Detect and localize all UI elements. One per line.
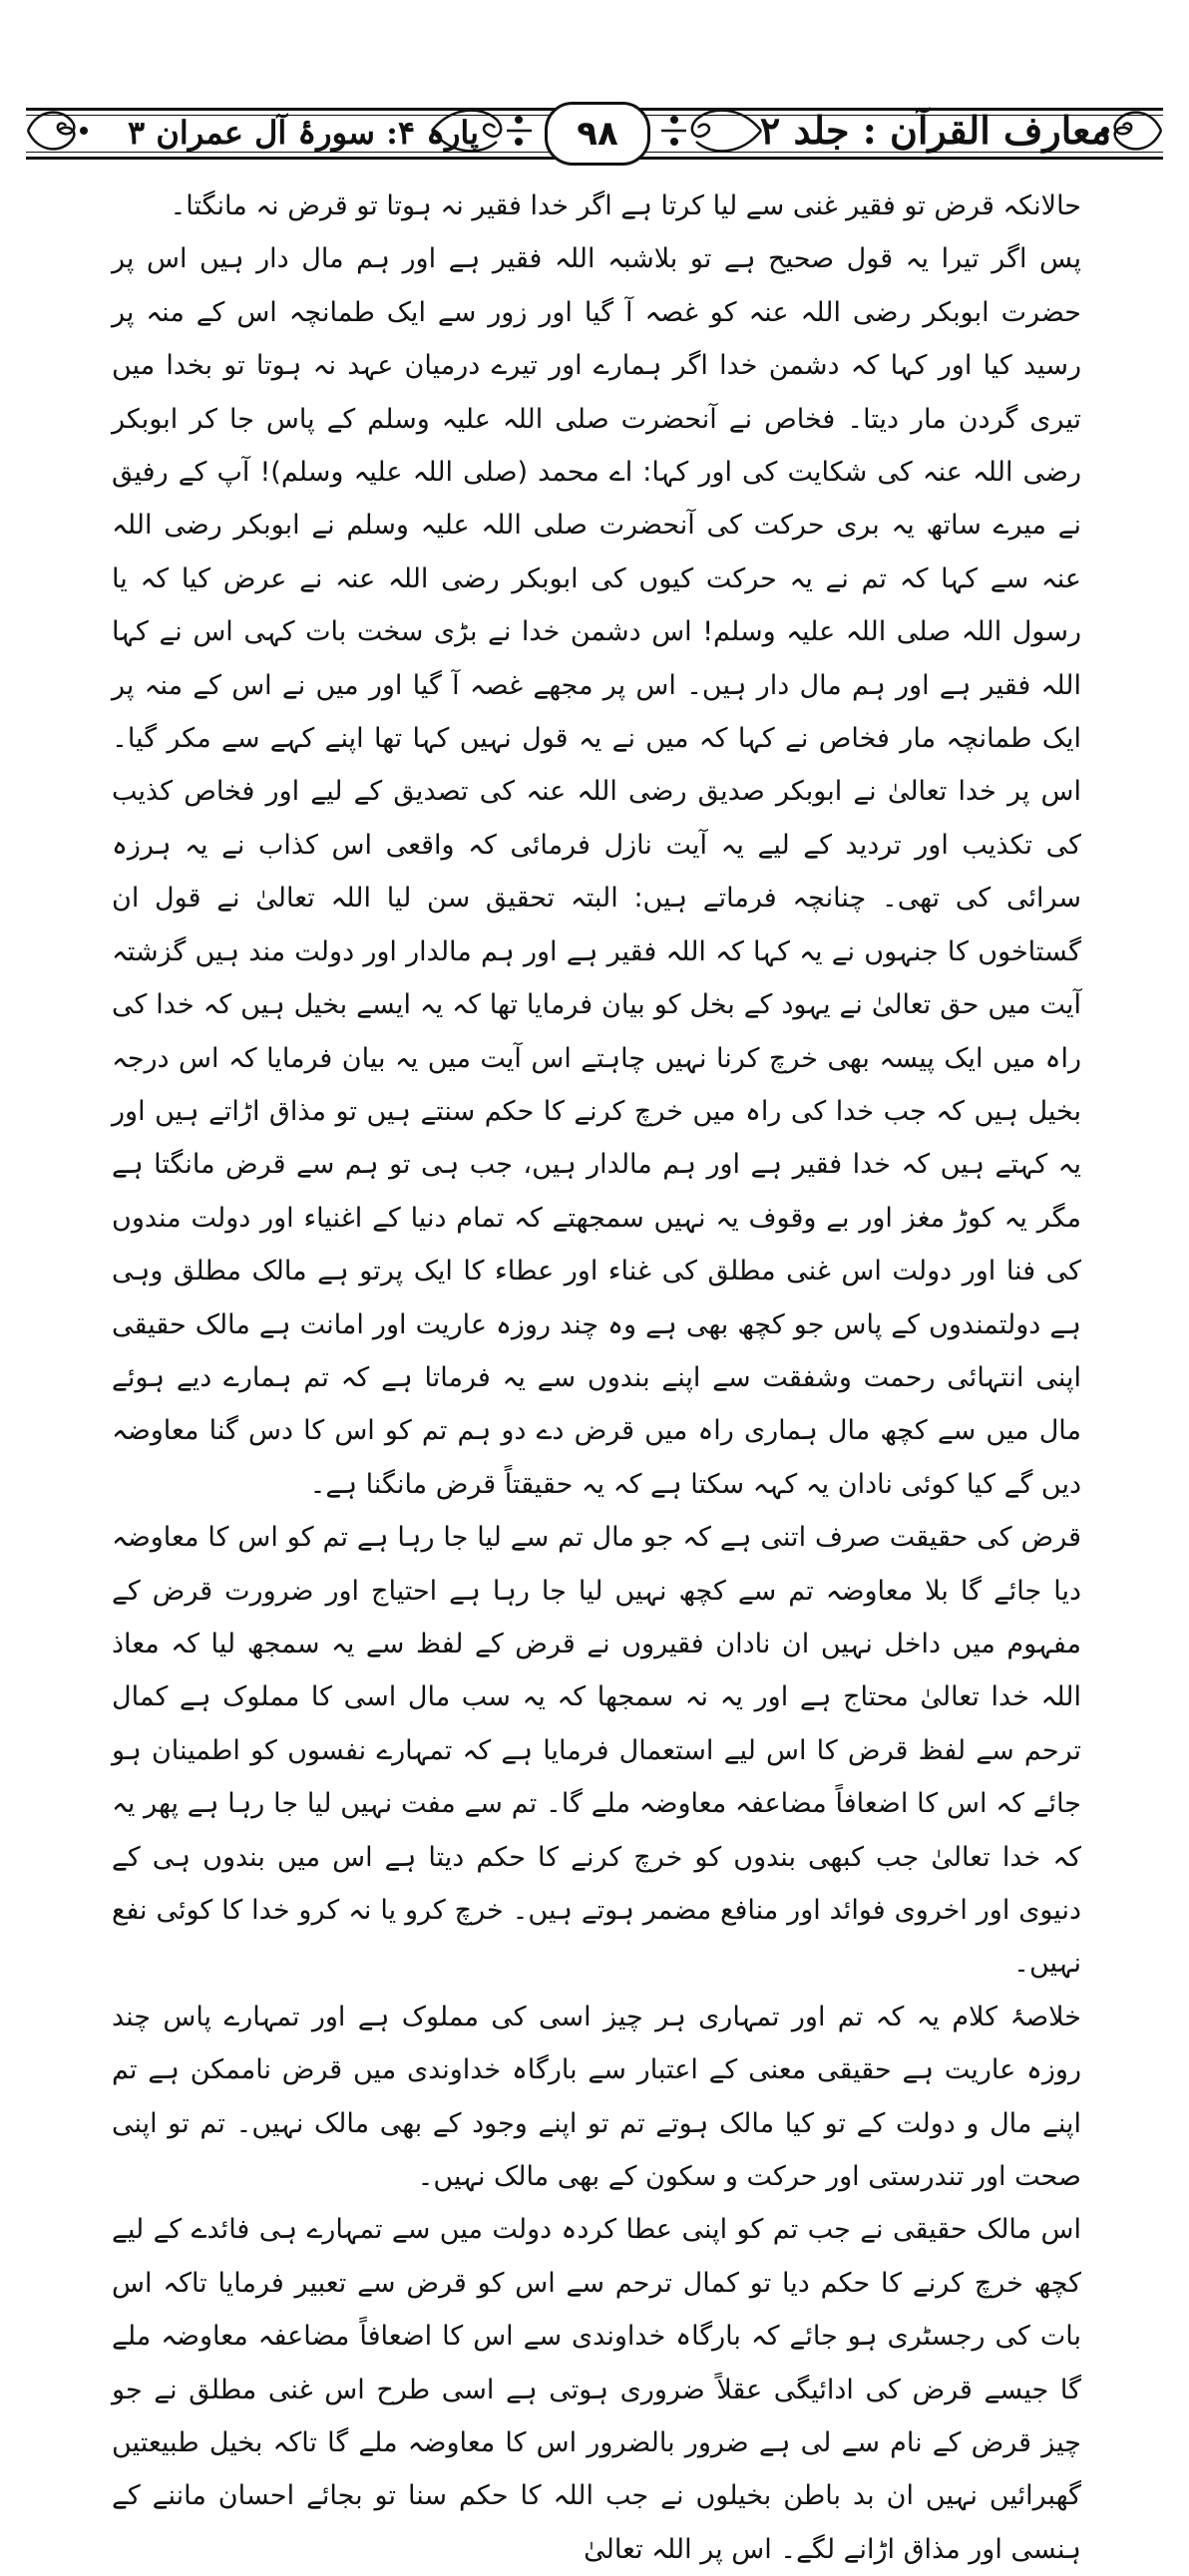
para-surah-label: پارہ ۴: سورۂ آل عمران ۳: [128, 114, 480, 152]
floral-ornament-icon: [18, 98, 98, 164]
page-number: ۹۸: [545, 102, 650, 166]
paragraph: پس اگر تیرا یہ قول صحیح ہے تو بلاشبہ اللہ فقیر ہے اور ہم مال دار ہیں اس پر حضرت ابوبکر رضی اللہ عنہ کو غصہ آ گیا اور زور سے ایک طمانچہ اس کے منہ پر رسید کیا اور کہا کہ دشمن خدا اگر ہمارے اور تیرے درمیان عہد نہ ہوتا تو بخدا میں تیری گردن مار دیتا۔ فخاص نے آنحضرت صلی اللہ علیہ وسلم کے پاس جا کر ابوبکر رضی اللہ عنہ کی شکایت کی اور کہا: اے محمد (صلی اللہ علیہ وسلم)! آپ کے رفیق نے میرے ساتھ یہ بری حرکت کی آنحضرت صلی اللہ علیہ وسلم نے ابوبکر رضی اللہ عنہ سے کہا کہ تم نے یہ حرکت کیوں کی ابوبکر رضی اللہ عنہ نے عرض کیا کہ یا رسول اللہ صلی اللہ علیہ وسلم! اس دشمن خدا نے بڑی سخت بات کہی اس نے کہا اللہ فقیر ہے اور ہم مال دار ہیں۔ اس پر مجھے غصہ آ گیا اور میں نے اس کے منہ پر ایک طمانچہ مار فخاص نے کہا کہ میں نے یہ قول نہیں کہا تھا اپنے کہے سے مکر گیا۔ اس پر خدا تعالیٰ نے ابوبکر صدیق رضی اللہ عنہ کی تصدیق کے لیے اور فخاص کذیب کی تکذیب اور تردید کے لیے یہ آیت نازل فرمائی کہ واقعی اس کذاب نے یہ ہرزہ سرائی کی تھی۔ چنانچہ فرماتے ہیں: البتہ تحقیق سن لیا اللہ تعالیٰ نے قول ان گستاخوں کا جنہوں نے یہ کہا کہ اللہ فقیر ہے اور ہم مالدار اور دولت مند ہیں گزشتہ آیت میں حق تعالیٰ نے یہود کے بخل کو بیان فرمایا تھا کہ یہ ایسے بخیل ہیں کہ خدا کی راہ میں ایک پیسہ بھی خرچ کرنا نہیں چاہتے اس آیت میں یہ بیان فرمایا کہ اس درجہ بخیل ہیں کہ جب خدا کی راہ میں خرچ کرنے کا حکم سنتے ہیں تو مذاق اڑاتے ہیں اور یہ کہتے ہیں کہ خدا فقیر ہے اور ہم مالدار ہیں، جب ہی تو ہم سے قرض مانگتا ہے مگر یہ کوڑ مغز اور بے وقوف یہ نہیں سمجھتے کہ تمام دنیا کے اغنیاء اور دولت مندوں کی فنا اور دولت اس غنی مطلق کی غناء اور عطاء کا ایک پرتو ہے مالک مطلق وہی ہے دولتمندوں کے پاس جو کچھ بھی ہے وہ چند روزہ عاریت اور امانت ہے مالک حقیقی اپنی انتہائی رحمت وشفقت سے اپنے بندوں سے یہ فرماتا ہے کہ تم ہمارے دیے ہوئے مال میں سے کچھ مال ہماری راہ میں قرض دے دو ہم تم کو اس کا دس گنا معاوضہ دیں گے کیا کوئی نادان یہ کہہ سکتا ہے کہ یہ حقیقتاً قرض مانگنا ہے۔: [112, 243, 1081, 1500]
paragraph: حالانکہ قرض تو فقیر غنی سے لیا کرتا ہے اگر خدا فقیر نہ ہوتا تو قرض نہ مانگتا۔: [170, 190, 1081, 221]
paragraph: قرض کی حقیقت صرف اتنی ہے کہ جو مال تم سے لیا جا رہا ہے تم کو اس کا معاوضہ دیا جائے گا بلا معاوضہ تم سے کچھ نہیں لیا جا رہا ہے احتیاج اور ضرورت قرض کے مفہوم میں داخل نہیں ان نادان فقیروں نے قرض کے لفظ سے یہ سمجھ لیا کہ معاذ اللہ خدا تعالیٰ محتاج ہے اور یہ نہ سمجھا کہ یہ سب مال اسی کا مملوک ہے کمال ترحم سے لفظ قرض کا اس لیے استعمال فرمایا ہے کہ تمہارے نفسوں کو اطمینان ہو جائے کہ اس کا اضعافاً مضاعفہ معاوضہ ملے گا۔ تم سے مفت نہیں لیا جا رہا ہے پھر یہ کہ خدا تعالیٰ جب کبھی بندوں کو خرچ کرنے کا حکم دیتا ہے اس میں بندوں ہی کے دنیوی اور اخروی فوائد اور منافع مضمر ہوتے ہیں۔ خرچ کرو یا نہ کرو خدا کا کوئی نفع نہیں۔: [112, 1522, 1081, 1980]
book-title: معارف القرآن : جلد ۲: [759, 108, 1111, 153]
paragraph: اس مالک حقیقی نے جب تم کو اپنی عطا کردہ دولت میں سے تمہارے ہی فائدے کے لیے کچھ خرچ کرنے کا حکم دیا تو کمال ترحم سے اس کو قرض سے تعبیر فرمایا تاکہ اس بات کی رجسٹری ہو جائے کہ بارگاہ خداوندی سے اس کا اضعافاً مضاعفہ معاوضہ ملے گا جیسے قرض کی ادائیگی عقلاً ضروری ہوتی ہے اسی طرح اس غنی مطلق نے جو چیز قرض کے نام سے لی ہے ضرور بالضرور اس کا معاوضہ ملے گا تاکہ بخیل طبیعتیں گھبرائیں نہیں ان بد باطن بخیلوں نے جب اللہ کا حکم سنا تو بجائے احسان ماننے کے ہنسی اور مذاق اڑانے لگے۔ اس پر اللہ تعالیٰ: [112, 2214, 1081, 2565]
floral-ornament-icon: [656, 98, 766, 164]
body-text: [112, 180, 1081, 2576]
page-header: [18, 72, 1171, 172]
paragraph: خلاصۂ کلام یہ کہ تم اور تمہاری ہر چیز اسی کی مملوک ہے اور تمہارے پاس چند روزہ عاریت ہے حقیقی معنی کے اعتبار سے بارگاہ خداوندی میں قرض ناممکن ہے تم اپنے مال و دولت کے تو کیا مالک ہوتے تم تو اپنے وجود کے بھی مالک نہیں۔ تم تو اپنی صحت اور تندرستی اور حرکت و سکون کے بھی مالک نہیں۔: [112, 2001, 1081, 2193]
